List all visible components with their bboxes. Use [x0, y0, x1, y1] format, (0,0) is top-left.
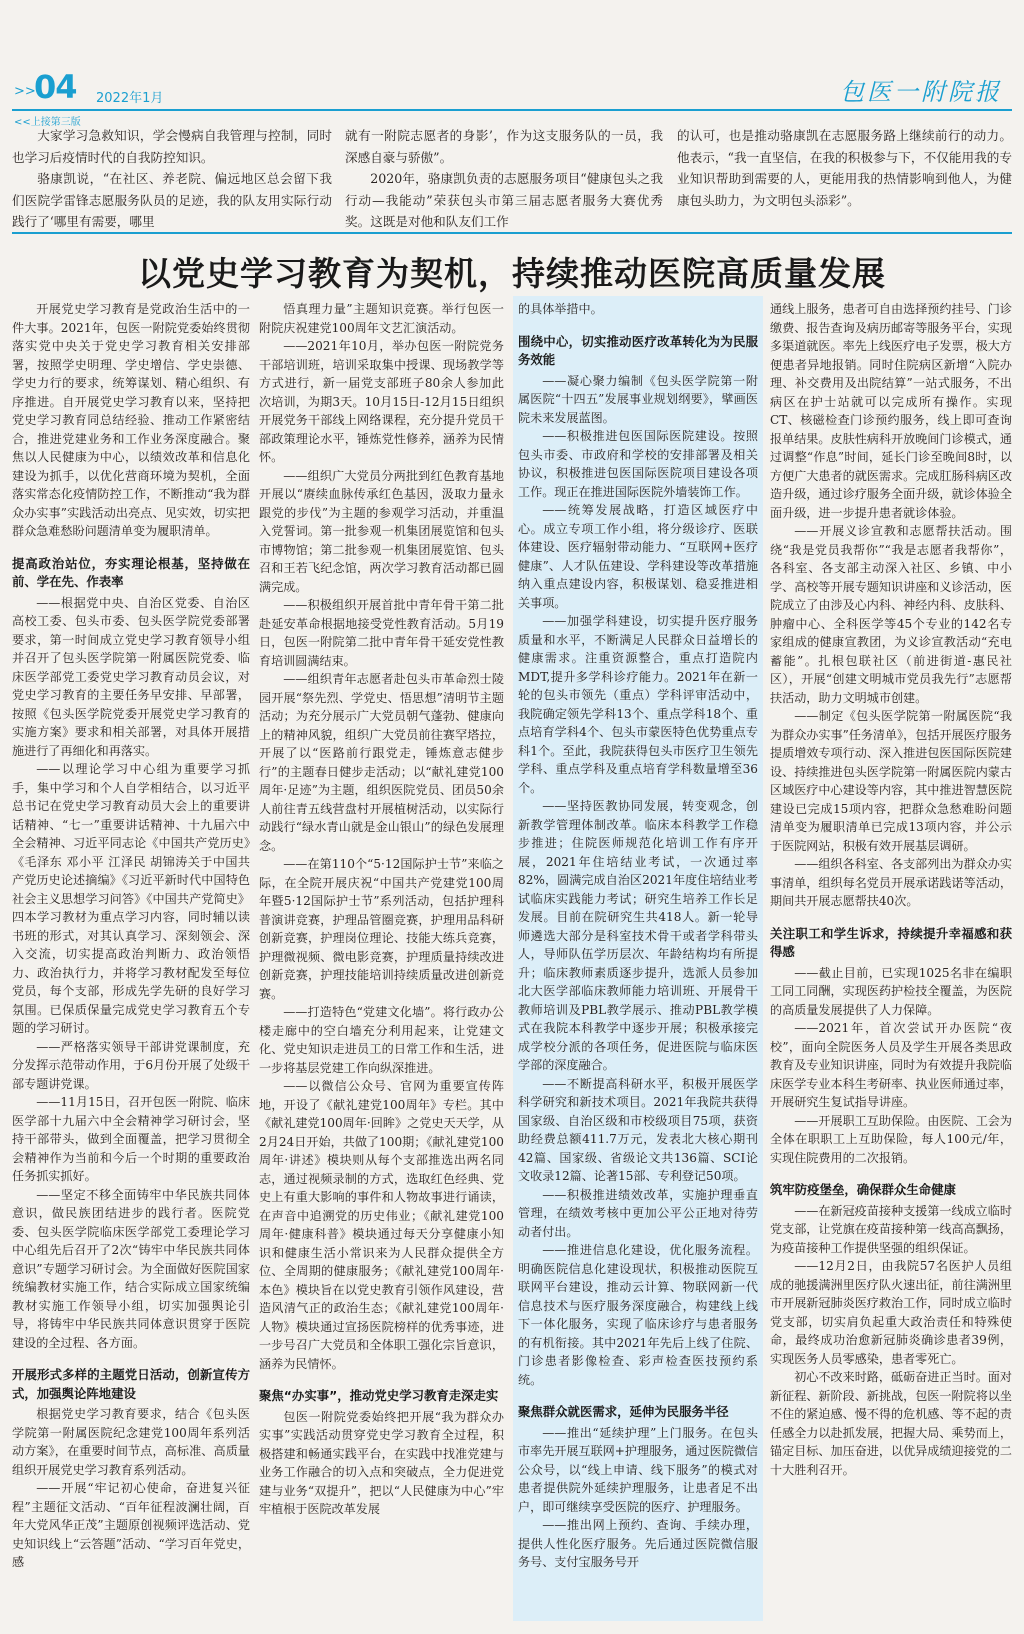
top-column-3	[677, 125, 1012, 233]
article-paragraph: ——推出网上预约、查询、手续办理，提供人性化医疗服务。先后通过医院微信服务号、支付宝服务号开	[518, 1518, 758, 1569]
article-paragraph: ——加强学科建设，切实提升医疗服务质量和水平，不断满足人民群众日益增长的健康需求。注重资源整合，重点打造院内MDT,提升多学科诊疗能力。2021年在新一轮的包头市领先（重点）学科评审活动中，我院确定领先学科13个、重点学科18个、重点培育学科4个、包头市蒙医特色优势重点专科1个。至此，我院获得包头市医疗卫生领先学科、重点学科及重点培育学科数量增至36个。	[518, 614, 758, 795]
article-paragraph: 悟真理力量”主题知识竞赛。举行包医一附院庆祝建党100周年文艺汇演活动。	[259, 302, 504, 335]
article-paragraph: ——11月15日，召开包医一附院、临床医学部十九届六中全会精神学习研讨会，坚持干部带头，做到全面覆盖，把学习贯彻全会精神作为当前和今后一个时期的重要政治任务抓实抓好。	[12, 1095, 250, 1183]
article-paragraph: ——2021年，首次尝试开办医院“夜校”，面向全院医务人员及学生开展各类思政教育及专业知识讲座，同时为有效提升我院临床医学专业本科生考研率、执业医师通过率，开展研究生复试指导讲座。	[770, 1021, 1012, 1109]
section-divider	[12, 232, 1012, 234]
article-paragraph: ——凝心聚力编制《包头医学院第一附属医院“十四五”发展事业规划纲要》，擘画医院未来发展蓝图。	[518, 373, 758, 425]
section-heading: 开展形式多样的主题党日活动，创新宣传方式，加强舆论阵地建设	[12, 1367, 250, 1401]
article-paragraph: ——统筹发展战略，打造区域医疗中心。成立专项工作小组，将分级诊疗、医联体建设、医疗辐射带动能力、“互联网+医疗健康”、人才队伍建设、学科建设等改革措施纳入重点建设内容，积极谋划、稳妥推进相关事项。	[518, 503, 758, 610]
top-paragraph: 的认可，也是推动骆康凯在志愿服务路上继续前行的动力。他表示，“我一直坚信，在我的积极参与下，不仅能用我的专业知识帮助到需要的人，更能用我的热情影响到他人，为健康包头助力，为文明包头添彩”。	[677, 128, 1012, 208]
article-paragraph: ——打造特色“党建文化墙”。将行政办公楼走廊中的空白墙充分利用起来，让党建文化、党史知识走进员工的日常工作和生活，进一步将基层党建工作向纵深推进。	[259, 1005, 504, 1075]
article-paragraph: 的具体举措中。	[518, 302, 603, 316]
section-heading: 聚焦群众就医需求，延伸为民服务半径	[518, 1404, 729, 1419]
continued-label: <<上接第三版	[14, 117, 81, 128]
article-paragraph: ——严格落实领导干部讲党课制度，充分发挥示范带动作用，于6月份开展了处级干部专题讲党课。	[12, 1039, 250, 1091]
article-paragraph: ——推进信息化建设，优化服务流程。明确医院信息化建设现状，积极推动医院互联网平台建设，推动云计算、物联网新一代信息技术与医疗服务深度融合，构建线上线下一体化服务，实现了临床诊疗与患者服务的有机衔接。其中2021年先后上线了住院、门诊患者影像检查、彩声检查医技预约系统。	[518, 1243, 758, 1387]
article-paragraph: ——开展义诊宣教和志愿帮扶活动。围绕“我是党员我帮你”“我是志愿者我帮你”，各科室、各支部主动深入社区、乡镇、中小学、高校等开展专题知识讲座和义诊活动，医院成立了由涉及心内科、神经内科、皮肤科、肿瘤中心、全科医学等45个专业的142名专家组成的健康宣教团，为义诊宣教活动“充电蓄能”。扎根包联社区（前进街道-惠民社区），开展“创建文明城市党员我先行”志愿帮扶活动，助力文明城市创建。	[770, 524, 1012, 705]
article-paragraph: ——积极推进包医国际医院建设。按照包头市委、市政府和学校的安排部署及相关协议，积极推进包医国际医院项目建设各项工作。现正在推进国际医院外墙装饰工作。	[518, 429, 758, 499]
article-paragraph: ——坚持医教协同发展，转变观念，创新教学管理体制改革。临床本科教学工作稳步推进；住院医师规范化培训工作有序开展，2021年住培结业考试，一次通过率82%，圆满完成自治区2021年度住培结业考试临床实践能力考试；研究生培养工作长足发展。目前在院研究生共418人。新一轮导师遴选大部分是科室技术骨干或者学科带头人，导师队伍学历层次、年龄结构均有所提升；临床教师素质逐步提升，选派人员参加北大医学部临床教师能力培训班、开展骨干教师培训及PBL教学展示、推动PBL教学模式在我院本科教学中逐步开展；积极承接完成学校分派的各项任务，促进医院与临床医学部的深度融合。	[518, 799, 758, 1072]
top-paragraph: 就有一附院志愿者的身影’，作为这支服务队的一员，我深感自豪与骄傲”。	[345, 128, 663, 165]
top-paragraph: 骆康凯说，“在社区、养老院、偏远地区总会留下我们医院学雷锋志愿服务队员的足迹，我的队友用实际行动践行了‘哪里有需要，哪里	[12, 171, 332, 229]
section-heading: 提高政治站位，夯实理论根基，坚持做在前、学在先、作表率	[12, 555, 250, 589]
article-paragraph: ——积极推进绩效改革，实施护理垂直管理，在绩效考核中更加公平公正地对待劳动者付出。	[518, 1187, 758, 1239]
issue-date: 2022年1月	[96, 91, 164, 106]
article-paragraph: ——开展“牢记初心使命，奋进复兴征程”主题征文活动、“百年征程波澜壮阔，百年大党风华正茂”主题原创视频评选活动、党史知识线上“云答题”活动、“学习百年党史，感	[12, 1481, 250, 1569]
paper-name: 包医一附院报	[840, 78, 1002, 106]
article-paragraph: 根据党史学习教育要求，结合《包头医学院第一附属医院纪念建党100周年系列活动方案》，在重要时间节点，高标准、高质量组织开展党史学习教育系列活动。	[12, 1407, 250, 1477]
article-column-4	[770, 300, 1012, 1620]
section-heading: 筑牢防疫堡垒，确保群众生命健康	[770, 1182, 956, 1197]
article-paragraph: ——组织青年志愿者赴包头市革命烈士陵园开展“祭先烈、学党史、悟思想”清明节主题活动；为充分展示广大党员朝气蓬勃、健康向上的精神风貌，组织广大党员前往赛罕塔拉，开展了以“医路前行跟党走，锤炼意志健步行”的主题春日健步走活动；以“献礼建党100周年·足迹”为主题，组织医院党员、团员50余人前往青五线营盘村开展植树活动，以实际行动践行“绿水青山就是金山银山”的绿色发展理念。	[259, 672, 504, 853]
article-paragraph: ——组织广大党员分两批到红色教育基地开展以“赓续血脉传承红色基因，汲取力量永跟党的步伐”为主题的参观学习活动，并重温入党誓词。第一批参观一机集团展览馆和包头市博物馆；第二批参观一机集团展览馆、包头召和王若飞纪念馆，两次学习教育活动都已圆满完成。	[259, 468, 504, 594]
article-paragraph: ——2021年10月，举办包医一附院党务干部培训班，培训采取集中授课、现场教学等方式进行，新一届党支部班子80余人参加此次培训，为期3天。10月15日-12月15日组织开展党务干部线上网络课程，充分提升党员干部政策理论水平，锤炼党性修养，涵养为民情怀。	[259, 339, 504, 464]
top-column-1	[12, 125, 332, 233]
header-arrows: >>	[14, 84, 36, 99]
article-paragraph: 通线上服务，患者可自由选择预约挂号、门诊缴费、报告查询及病历邮寄等服务平台，实现多渠道就医。率先上线医疗电子发票，极大方便患者异地报销。同时住院病区新增“入院办理、补交费用及出院结算”一站式服务，不出病区在护士站就可以完成所有操作。实现CT、核磁检查门诊预约服务，线上即可查询报单结果。皮肤性病科开放晚间门诊模式，通过调整“作息”时间，延长门诊至晚间8时，以方便广大患者的就医需求。完成肛肠科病区改造升级，通过诊疗服务全面升级，就诊体验全面升级，进一步提升患者就诊体验。	[770, 302, 1012, 520]
article-paragraph: ——以理论学习中心组为重要学习抓手，集中学习和个人自学相结合，以习近平总书记在党史学习教育动员大会上的重要讲话精神、“七一”重要讲话精神、十九届六中全会精神、习近平同志论《中国共产党历史》《毛泽东 邓小平 江泽民 胡锦涛关于中国共产党历史论述摘编》《习近平新时代中国特色社会主义思想学习问答》《中国共产党简史》四本学习教材为重点学习内容，同时辅以读书班的形式，对其认真学习、深刻领会、深入交流，切实提高政治判断力、政治领悟力、政治执行力，并将学习教材配发至每位党员，每个支部，形成先学先研的良好学习氛围。已保质保量完成党史学习教育五个专题的学习研讨。	[12, 762, 250, 1035]
article-paragraph: ——坚定不移全面铸牢中华民族共同体意识，做民族团结进步的践行者。医院党委、包头医学院临床医学部党工委理论学习中心组先后召开了2次“铸牢中华民族共同体意识”专题学习研讨会。为全面做好医院国家统编教材实施工作，结合实际成立国家统编教材实施工作领导小组，切实加强舆论引导，将铸牢中华民族共同体意识贯穿于医院建设的全过程、各方面。	[12, 1187, 250, 1350]
article-paragraph: 包医一附院党委始终把开展“我为群众办实事”实践活动贯穿党史学习教育全过程，积极搭建和畅通实践平台，在实践中找准党建与业务工作融合的切入点和突破点，全力促进党建与业务“双提升”，把以“人民健康为中心”牢牢植根于医院改革发展	[259, 1409, 504, 1516]
article-paragraph: ——推出“延续护理”上门服务。在包头市率先开展互联网+护理服务，通过医院微信公众号，以“线上申请、线下服务”的模式对患者提供院外延续护理服务，让患者足不出户，即可继续享受医院的医疗、护理服务。	[518, 1425, 758, 1514]
main-headline: 以党史学习教育为契机，持续推动医院高质量发展	[138, 254, 886, 293]
article-paragraph: ——制定《包头医学院第一附属医院“我为群众办实事”任务清单》，包括开展医疗服务提质增效专项行动、深入推进包医国际医院建设、持续推进包头医学院第一附属医院内蒙古区域医疗中心建设等内容，其中推进智慧医院建设已完成15项内容，把群众急愁难盼问题清单变为履职清单已完成13项内容，并公示于医院网站，积极有效开展基层调研。	[770, 709, 1012, 853]
article-paragraph: ——12月2日，由我院57名医护人员组成的驰援满洲里医疗队火速出征，前往满洲里市开展新冠肺炎医疗救治工作，同时成立临时党支部，切实肩负起重大政治责任和特殊使命，最终成功治愈新冠肺炎确诊患者39例，实现医务人员零感染，患者零死亡。	[770, 1259, 1012, 1366]
top-paragraph: 大家学习急救知识，学会慢病自我管理与控制，同时也学习后疫情时代的自我防控知识。	[12, 128, 332, 165]
article-paragraph: ——组织各科室、各支部列出为群众办实事清单，组织每名党员开展承诺践诺等活动，期间共开展志愿帮扶40次。	[770, 857, 1012, 908]
article-column-3	[518, 300, 758, 1620]
article-paragraph: 开展党史学习教育是党政治生活中的一件大事。2021年，包医一附院党委始终贯彻落实党中央关于党史学习教育相关安排部署，按照学史明理、学史增信、学史崇德、学史力行的要求，统筹谋划、精心组织、有序推进。自开展党史学习教育以来，坚持把党史学习教育同总结经验、推动工作紧密结合，推进党建业务和工作业务深度融合。聚焦以人民健康为中心，以绩效改革和信息化建设为抓手，以优化营商环境为契机，全面落实常态化疫情防控工作，不断推动“我为群众办实事”实践活动出亮点、见实效，切实把群众急难愁盼问题清单变为履职清单。	[12, 302, 250, 538]
page-number: 04	[34, 68, 77, 106]
article-paragraph: 初心不改来时路，砥砺奋进正当时。面对新征程、新阶段、新挑战，包医一附院将以坐不住的紧迫感、慢不得的危机感、等不起的责任感全力以赴抓发展，把握大局、乘势而上，锚定目标、加压奋进，以优异成绩迎接党的二十大胜利召开。	[770, 1370, 1012, 1477]
article-paragraph: ——开展职工互助保险。由医院、工会为全体在职职工上互助保险，每人100元/年，实现住院费用的二次报销。	[770, 1113, 1012, 1165]
section-heading: 关注职工和学生诉求，持续提升幸福感和获得感	[770, 925, 1012, 959]
article-paragraph: ——以微信公众号、官网为重要宣传阵地，开设了《献礼建党100周年》专栏。其中《献礼建党100周年·回眸》之党史天天学，从2月24日开始，共做了100期；《献礼建党100周年·讲述》模块则从每个支部推选出两名同志，通过视频录制的方式，选取红色经典、党史上有重大影响的事件和人物故事进行诵读，在声音中追溯党的历史伟业；《献礼建党100周年·健康科普》模块通过每天分享健康小知识和健康生活小常识来为人民群众提供全方位、全周期的健康服务；《献礼建党100周年·本色》模块旨在以党史教育引领作风建设，营造风清气正的政治生态；《献礼建党100周年·人物》模块通过宣扬医院榜样的优秀事迹，进一步号召广大党员和全体职工强化宗旨意识，涵养为民情怀。	[259, 1079, 504, 1371]
article-paragraph: ——不断提高科研水平，积极开展医学科学研究和新技术项目。2021年我院共获得国家级、自治区级和市校级项目75项，获资助经费总额411.7万元，发表北大核心期刊42篇、国家级、省级论文共136篇、SCI论文收录12篇、论著15部、专利登记50项。	[518, 1076, 758, 1183]
article-paragraph: ——根据党中央、自治区党委、自治区高校工委、包头市委、包头医学院党委部署要求，第一时间成立党史学习教育领导小组并召开了包头医学院第一附属医院党委、临床医学部党工委党史学习教育动员会议，对党史学习教育的主要任务早安排、早部署，按照《包头医学院党委开展党史学习教育的实施方案》要求和相关部署，对具体开展措施进行了再细化和再落实。	[12, 595, 250, 758]
page-header	[0, 64, 1024, 112]
article-paragraph: ——在第110个“5·12国际护士节”来临之际，在全院开展庆祝“中国共产党建党100周年暨5·12国际护士节”系列活动，包括护理科普演讲竞赛，护理品管圈竞赛，护理用品科研创新竞赛，护理岗位理论、技能大练兵竞赛，护理微视频、微电影竞赛，护理质量持续改进创新竞赛，护理技能培训持续质量改进创新竞赛。	[259, 857, 504, 1001]
article-column-2	[259, 300, 504, 1620]
section-heading: 围绕中心，切实推动医疗改革转化为为民服务效能	[518, 333, 758, 367]
section-heading: 聚焦“办实事”，推动党史学习教育走深走实	[259, 1388, 499, 1403]
article-column-1	[12, 300, 250, 1620]
top-paragraph: 2020年，骆康凯负责的志愿服务项目“健康包头之我行动—我能动”荣获包头市第三届志愿者服务大赛优秀奖。这既是对他和队友们工作	[345, 171, 663, 229]
header-divider	[12, 109, 1012, 111]
article-paragraph: ——在新冠疫苗接种支援第一线成立临时党支部，让党旗在疫苗接种第一线高高飘扬，为疫苗接种工作提供坚强的组织保证。	[770, 1203, 1012, 1255]
article-paragraph: ——截止目前，已实现1025名非在编职工同工同酬，实现医药护检技全覆盖，为医院的高质量发展提供了人力保障。	[770, 965, 1012, 1017]
top-column-2	[345, 125, 663, 233]
article-paragraph: ——积极组织开展首批中青年骨干第二批赴延安革命根据地接受党性教育活动。5月19日，包医一附院第二批中青年骨干延安党性教育培训圆满结束。	[259, 598, 504, 668]
